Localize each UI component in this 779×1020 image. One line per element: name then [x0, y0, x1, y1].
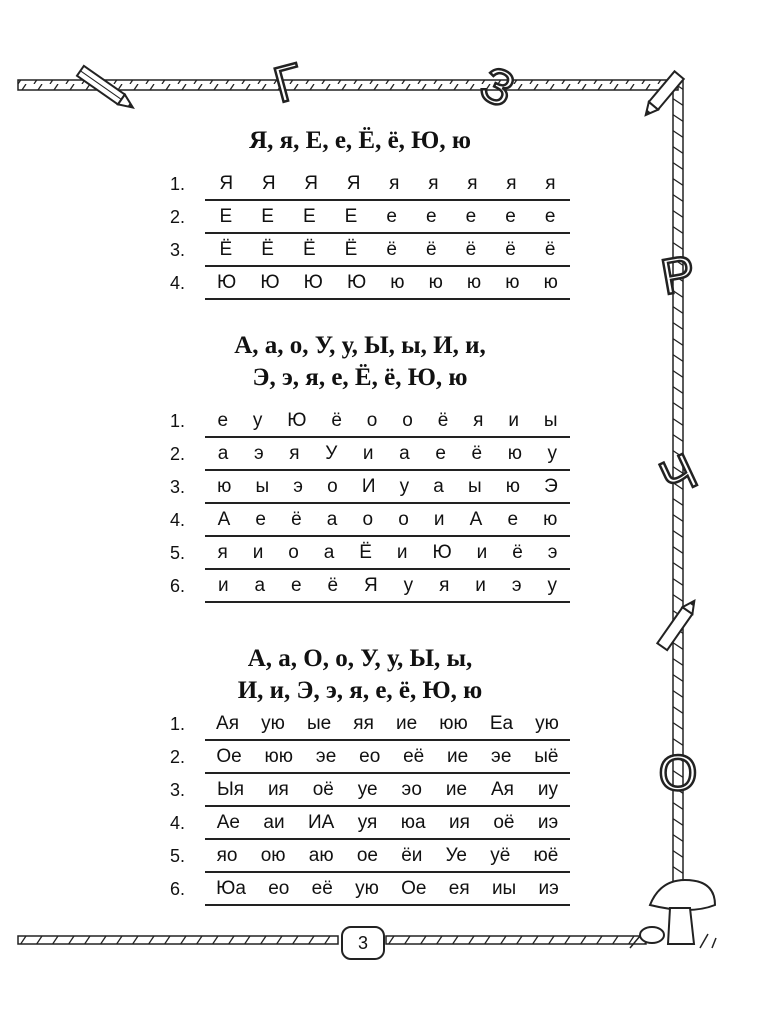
letter-item: её [403, 746, 425, 767]
exercise-row [170, 168, 570, 201]
letter-item: о [402, 410, 413, 431]
letter-item: я [289, 443, 300, 464]
letter-item: ёи [401, 845, 423, 866]
section-3-heading-line-2: И, и, Э, э, я, е, ё, Ю, ю [237, 677, 483, 704]
letter-item: я [439, 575, 450, 596]
letter-item: о [366, 410, 378, 431]
letter-item: а [433, 476, 444, 497]
letter-item: ы [543, 410, 558, 431]
letter-item: у [547, 443, 558, 464]
section-3-rows [170, 708, 570, 906]
letter-item: е [217, 410, 229, 431]
row-number: 4. [170, 273, 186, 293]
letter-item: ие [447, 746, 469, 767]
section-3-heading [150, 643, 570, 707]
writing-line [205, 472, 570, 504]
letter-item: Уе [445, 845, 467, 866]
letter-item: Ю [287, 410, 307, 431]
letter-item: ё [386, 239, 397, 260]
letter-item: а [399, 443, 410, 464]
letter-item: э [293, 476, 303, 497]
letter-item: Ё [219, 239, 233, 260]
letter-item: Ю [217, 272, 237, 293]
letter-item: ё [505, 239, 516, 260]
letter-item: е [291, 575, 302, 596]
letter-item: Е [261, 206, 274, 227]
exercise-row [170, 438, 570, 471]
letter-item: э [511, 575, 522, 596]
writing-line [205, 202, 570, 234]
letter-item: о [362, 509, 374, 530]
letter-item: я [467, 173, 478, 194]
letter-item: ие [445, 779, 468, 800]
letter-item: и [252, 542, 264, 563]
row-number: 4. [170, 813, 186, 833]
writing-line [205, 775, 570, 807]
row-number: 1. [170, 411, 186, 431]
letter-item: а [326, 509, 338, 530]
letter-item: и [433, 509, 445, 530]
letter-item: аю [308, 845, 334, 866]
letter-item: ое [356, 845, 378, 866]
letter-item: ео [359, 746, 381, 767]
mushroom-icon [630, 880, 716, 948]
letter-item: ю [543, 509, 558, 530]
letter-item: ея [448, 878, 470, 899]
writing-line [205, 406, 570, 438]
letter-item: а [217, 443, 229, 464]
letter-item: Ё [344, 239, 358, 260]
row-number: 1. [170, 174, 186, 194]
letter-item: У [325, 443, 338, 464]
letter-item: а [254, 575, 266, 596]
row-number: 6. [170, 879, 186, 899]
letter-item: е [426, 206, 437, 227]
exercise-row [170, 471, 570, 504]
row-number: 4. [170, 510, 186, 530]
decor-letter-ch: Ч [651, 442, 706, 508]
decor-letter-z: З [472, 55, 524, 119]
row-number: 1. [170, 714, 186, 734]
letter-item: Я [346, 173, 361, 194]
letter-item: ю [466, 272, 482, 293]
letter-item: я [506, 173, 517, 194]
letter-item: ю [217, 476, 232, 497]
letter-item: ё [465, 239, 477, 260]
letter-item: Е [302, 206, 316, 227]
exercise-row [170, 807, 570, 840]
exercise-row [170, 504, 570, 537]
letter-item: э [253, 443, 264, 464]
letter-item: ые [306, 713, 332, 734]
exercise-row [170, 201, 570, 234]
writing-line [205, 808, 570, 840]
letter-item: и [475, 575, 486, 596]
letter-item: ё [331, 410, 342, 431]
letter-item: оё [493, 812, 515, 833]
writing-line [205, 709, 570, 741]
letter-item: аи [263, 812, 285, 833]
letter-item: е [507, 509, 519, 530]
letter-item: Ё [261, 239, 274, 260]
letter-item: ы [255, 476, 270, 497]
letter-item: А [217, 509, 231, 530]
letter-item: у [547, 575, 557, 596]
writing-line [205, 841, 570, 873]
letter-item: уё [490, 845, 511, 866]
letter-item: и [396, 542, 408, 563]
letter-item: а [323, 542, 335, 563]
letter-item: Э [544, 476, 558, 497]
letter-item: е [465, 206, 477, 227]
letter-item: А [469, 509, 483, 530]
letter-item: е [255, 509, 266, 530]
letter-item: оё [312, 779, 334, 800]
letter-item: я [473, 410, 484, 431]
letter-item: э [547, 542, 558, 563]
letter-item: и [217, 575, 229, 596]
letter-item: ё [327, 575, 339, 596]
letter-item: юю [439, 713, 468, 734]
letter-item: ю [543, 272, 558, 293]
letter-item: ы [467, 476, 482, 497]
letter-item: Е [219, 206, 233, 227]
row-number: 5. [170, 846, 186, 866]
section-1-rows [170, 168, 570, 300]
letter-item: уе [357, 779, 378, 800]
letter-item: ие [395, 713, 418, 734]
letter-item: иэ [537, 812, 559, 833]
letter-item: я [428, 173, 439, 194]
letter-item: эе [490, 746, 512, 767]
exercise-row [170, 537, 570, 570]
letter-item: Ю [346, 272, 367, 293]
section-2-heading-line-2: Э, э, я, е, Ё, ё, Ю, ю [252, 364, 468, 391]
letter-item: Ая [490, 779, 514, 800]
letter-item: ыё [534, 746, 559, 767]
letter-item: Ая [216, 713, 240, 734]
letter-item: ю [507, 443, 522, 464]
letter-item: ё [512, 542, 523, 563]
letter-item: я [389, 173, 400, 194]
letter-item: Ё [359, 542, 372, 563]
letter-item: у [403, 575, 414, 596]
decor-letter-r: Р [656, 244, 700, 306]
letter-item: иу [537, 779, 558, 800]
letter-item: и [476, 542, 488, 563]
letter-item: Ае [216, 812, 240, 833]
letter-item: ою [260, 845, 286, 866]
letter-item: е [544, 206, 556, 227]
row-number: 3. [170, 240, 186, 260]
letter-item: Е [344, 206, 358, 227]
section-1-heading-line-1: Я, я, Е, е, Ё, ё, Ю, ю [249, 127, 471, 154]
letter-item: яо [216, 845, 238, 866]
decor-letter-o: О [658, 745, 698, 801]
writing-line [205, 874, 570, 906]
letter-item: юа [400, 812, 426, 833]
letter-item: ё [426, 239, 437, 260]
letter-item: и [362, 443, 374, 464]
row-number: 2. [170, 747, 186, 767]
letter-item: И [361, 476, 376, 497]
letter-item: е [386, 206, 397, 227]
row-number: 2. [170, 444, 186, 464]
writing-line [205, 505, 570, 537]
letter-item: Я [261, 173, 276, 194]
letter-item: ю [505, 272, 520, 293]
row-number: 2. [170, 207, 186, 227]
writing-line [205, 169, 570, 201]
section-2-heading-line-1: А, а, о, У, у, Ы, ы, И, и, [234, 332, 486, 359]
letter-item: Ю [432, 542, 452, 563]
exercise-row [170, 741, 570, 774]
letter-item: яя [353, 713, 374, 734]
bottom-rope-right [386, 936, 646, 944]
exercise-row [170, 234, 570, 267]
writing-line [205, 439, 570, 471]
letter-item: ю [390, 272, 405, 293]
letter-item: ё [291, 509, 302, 530]
letter-item: иы [491, 878, 517, 899]
row-number: 5. [170, 543, 186, 563]
letter-item: о [327, 476, 338, 497]
writing-line [205, 268, 570, 300]
letter-item: Ю [303, 272, 323, 293]
letter-item: Юа [216, 878, 246, 899]
letter-item: ия [449, 812, 470, 833]
exercise-row [170, 570, 570, 603]
section-3-heading-line-1: А, а, О, о, У, у, Ы, ы, [247, 645, 473, 672]
letter-item: ИА [307, 812, 335, 833]
decor-letter-g: Г [267, 52, 309, 114]
letter-item: ё [471, 443, 483, 464]
letter-item: Ое [401, 878, 427, 899]
letter-item: юё [533, 845, 559, 866]
section-2-rows [170, 405, 570, 603]
letter-item: ю [428, 272, 443, 293]
letter-item: Ё [302, 239, 316, 260]
letter-item: ё [544, 239, 556, 260]
letter-item: Ю [260, 272, 280, 293]
letter-item: я [217, 542, 228, 563]
letter-item: ия [267, 779, 289, 800]
letter-item: эе [315, 746, 337, 767]
writing-line [205, 742, 570, 774]
exercise-row [170, 873, 570, 906]
letter-item: ео [268, 878, 290, 899]
exercise-row [170, 774, 570, 807]
letter-item: иэ [538, 878, 559, 899]
letter-item: ую [535, 713, 559, 734]
letter-item: Я [364, 575, 378, 596]
letter-item: её [311, 878, 333, 899]
writing-line [205, 571, 570, 603]
letter-item: о [288, 542, 299, 563]
writing-line [205, 235, 570, 267]
letter-item: о [398, 509, 409, 530]
writing-line [205, 538, 570, 570]
page-number: 3 [341, 926, 385, 960]
letter-item: Еа [489, 713, 514, 734]
letter-item: ую [355, 878, 379, 899]
letter-item: ё [437, 410, 449, 431]
letter-item: Я [304, 173, 318, 194]
row-number: 3. [170, 477, 186, 497]
letter-item: и [508, 410, 519, 431]
letter-item: Ыя [216, 779, 245, 800]
letter-item: у [399, 476, 410, 497]
exercise-row [170, 405, 570, 438]
exercise-row [170, 708, 570, 741]
bottom-rope-left [18, 936, 338, 944]
letter-item: ю [505, 476, 521, 497]
exercise-row [170, 840, 570, 873]
letter-item: е [505, 206, 516, 227]
letter-item: уя [357, 812, 378, 833]
letter-item: я [545, 173, 556, 194]
section-2-heading [150, 330, 570, 394]
row-number: 6. [170, 576, 186, 596]
letter-item: эо [401, 779, 422, 800]
letter-item: Ое [216, 746, 242, 767]
letter-item: юю [264, 746, 294, 767]
exercise-row [170, 267, 570, 300]
section-1-heading [150, 125, 570, 157]
letter-item: Я [219, 173, 234, 194]
letter-item: е [435, 443, 446, 464]
letter-item: у [252, 410, 263, 431]
letter-item: ую [261, 713, 285, 734]
row-number: 3. [170, 780, 186, 800]
